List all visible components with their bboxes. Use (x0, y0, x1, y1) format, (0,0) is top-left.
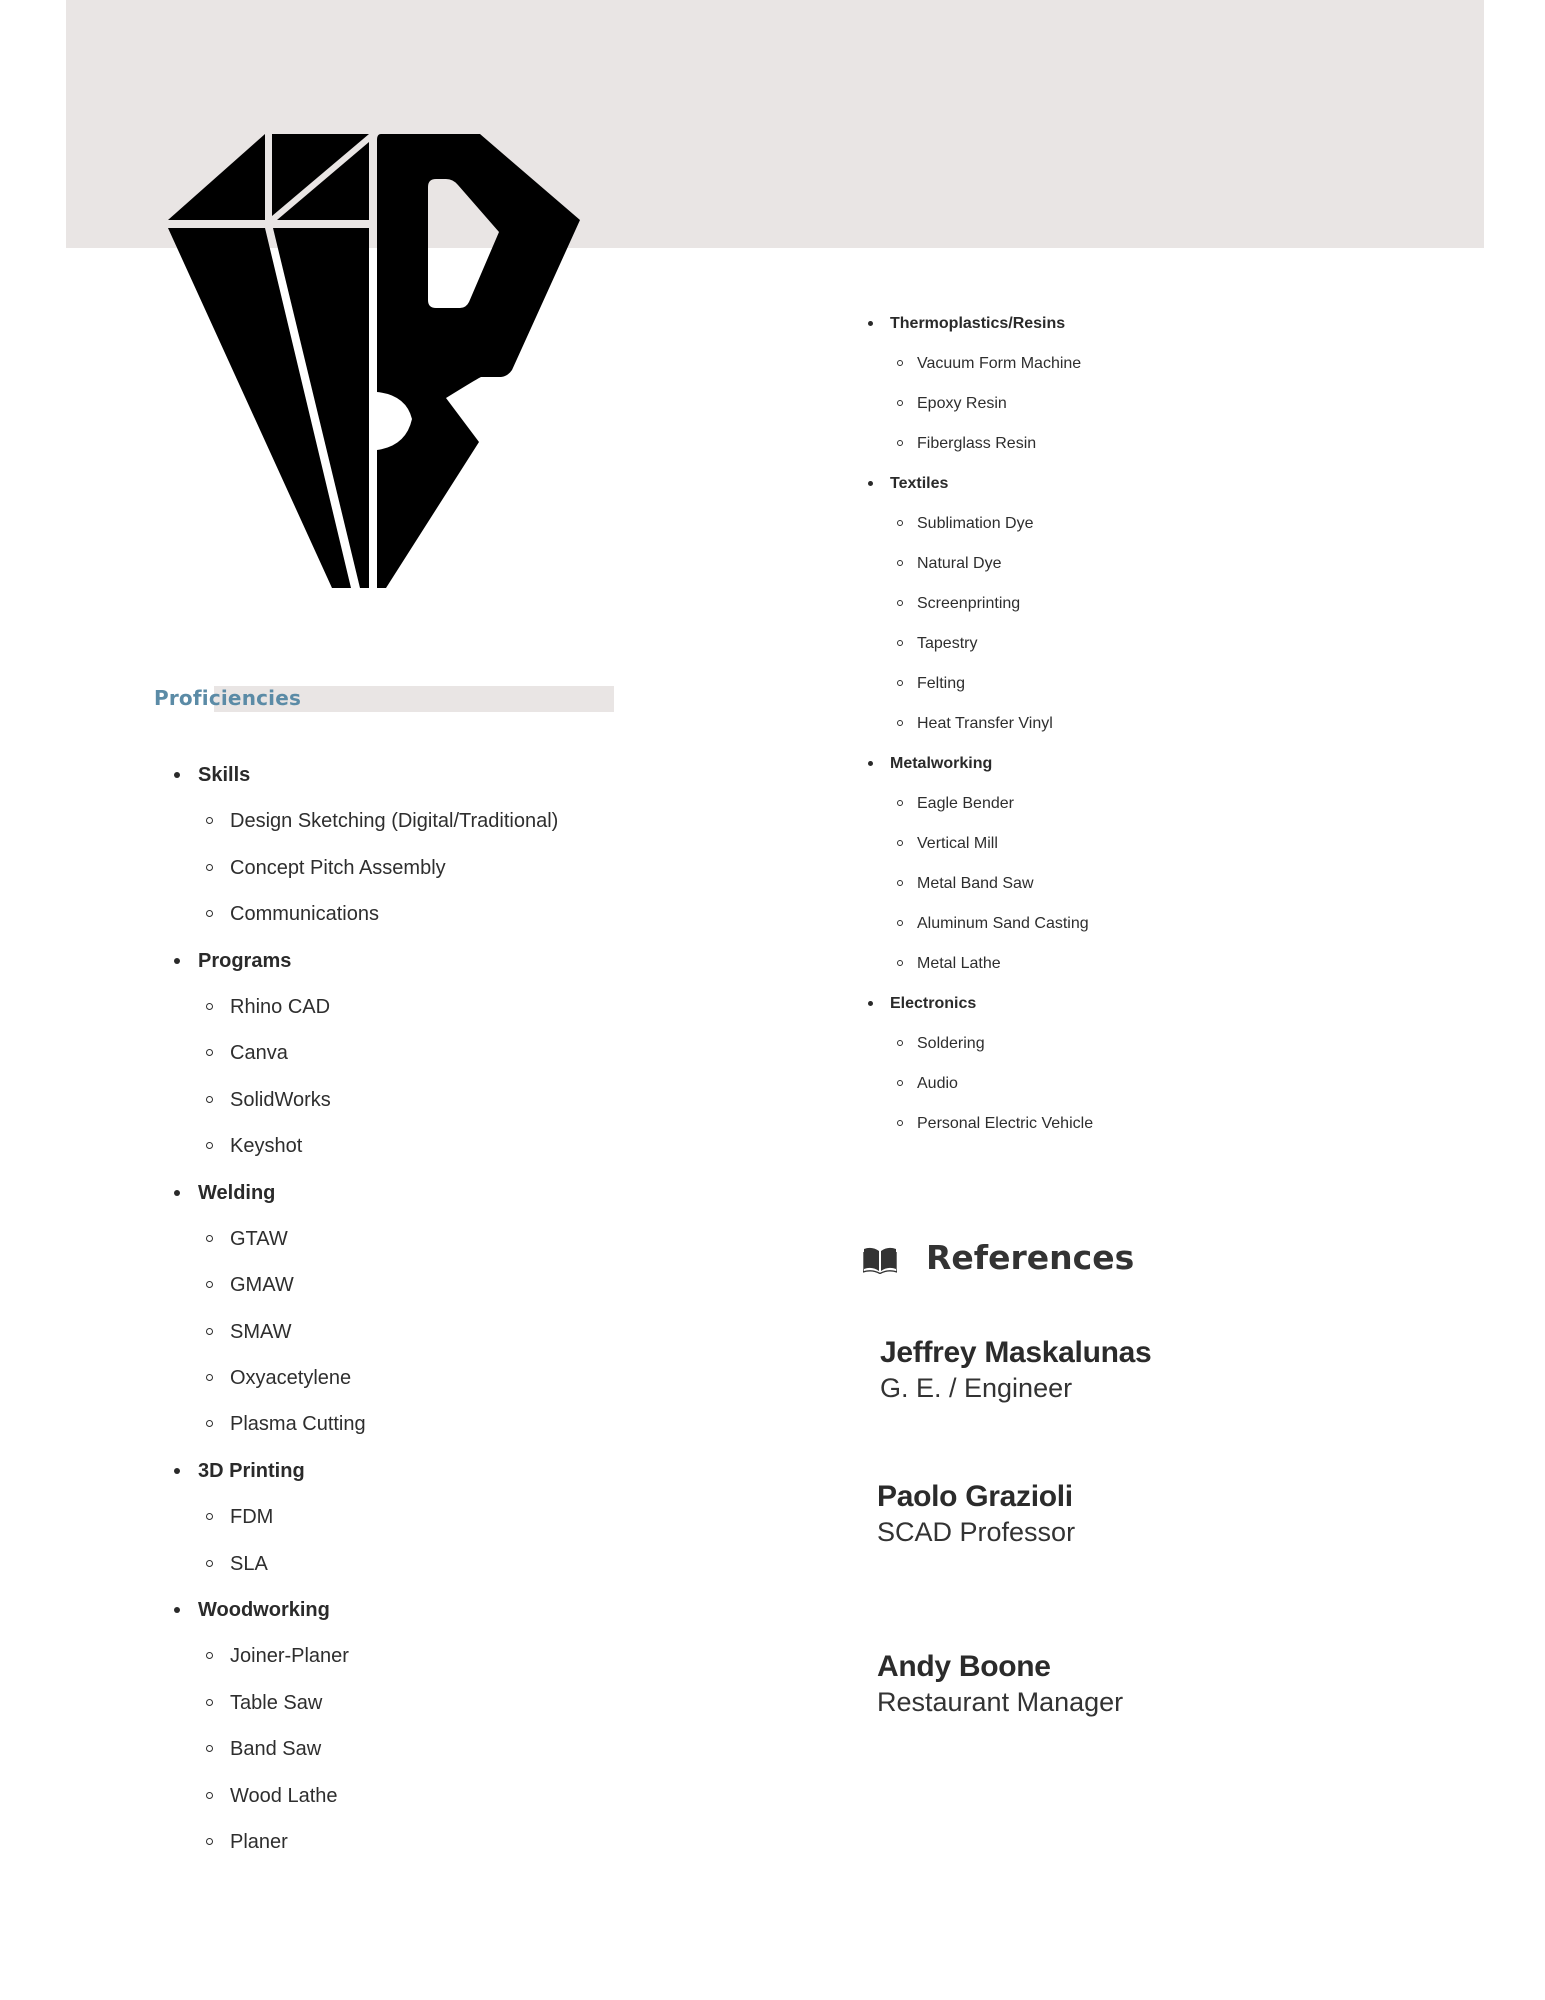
reference-entry (877, 1480, 1075, 1548)
list-item: SMAW (172, 1309, 558, 1355)
category-label: Thermoplastics/Resins (866, 304, 1093, 344)
list-item: Keyshot (172, 1123, 558, 1169)
list-item: Design Sketching (Digital/Traditional) (172, 798, 558, 844)
list-item: Planer (172, 1819, 558, 1865)
reference-name: Jeffrey Maskalunas (880, 1336, 1152, 1369)
list-item: Metal Lathe (866, 944, 1093, 984)
category-programs (172, 938, 558, 1170)
list-item: Eagle Bender (866, 784, 1093, 824)
reference-role: G. E. / Engineer (880, 1372, 1073, 1403)
list-item: Vertical Mill (866, 824, 1093, 864)
list-item: Sublimation Dye (866, 504, 1093, 544)
list-item: Soldering (866, 1024, 1093, 1064)
list-item: Joiner-Planer (172, 1633, 558, 1679)
list-item: Audio (866, 1064, 1093, 1104)
category-thermoplastics-resins (866, 304, 1093, 464)
list-item: Personal Electric Vehicle (866, 1104, 1093, 1144)
category-label: Metalworking (866, 744, 1093, 784)
category-woodworking (172, 1587, 558, 1865)
list-item: Screenprinting (866, 584, 1093, 624)
list-item: Band Saw (172, 1726, 558, 1772)
list-item: Heat Transfer Vinyl (866, 704, 1093, 744)
open-book-icon (863, 1244, 897, 1274)
list-item: SLA (172, 1541, 558, 1587)
list-item: Rhino CAD (172, 984, 558, 1030)
list-item: Communications (172, 891, 558, 937)
proficiencies-heading: Proficiencies (154, 686, 302, 710)
category-label: Textiles (866, 464, 1093, 504)
list-item: Canva (172, 1030, 558, 1076)
list-item: Felting (866, 664, 1093, 704)
category-metalworking (866, 744, 1093, 984)
proficiencies-section-header (154, 684, 614, 712)
list-item: Table Saw (172, 1680, 558, 1726)
category-label: Welding (172, 1170, 558, 1216)
category-label: 3D Printing (172, 1448, 558, 1494)
list-item: Tapestry (866, 624, 1093, 664)
category-label: Woodworking (172, 1587, 558, 1633)
list-item: FDM (172, 1494, 558, 1540)
category-textiles (866, 464, 1093, 744)
category-label: Skills (172, 752, 558, 798)
list-item: SolidWorks (172, 1077, 558, 1123)
reference-name: Paolo Grazioli (877, 1480, 1073, 1513)
proficiencies-left-list (172, 752, 558, 1865)
references-heading: References (926, 1238, 1135, 1277)
list-item: Plasma Cutting (172, 1401, 558, 1447)
list-item: Natural Dye (866, 544, 1093, 584)
list-item: Fiberglass Resin (866, 424, 1093, 464)
reference-role: SCAD Professor (877, 1516, 1076, 1547)
proficiencies-right-list (866, 304, 1093, 1144)
category-label: Programs (172, 938, 558, 984)
list-item: Aluminum Sand Casting (866, 904, 1093, 944)
category-skills (172, 752, 558, 938)
list-item: Oxyacetylene (172, 1355, 558, 1401)
list-item: Epoxy Resin (866, 384, 1093, 424)
list-item: Concept Pitch Assembly (172, 845, 558, 891)
reference-entry (877, 1650, 1123, 1718)
list-item: Vacuum Form Machine (866, 344, 1093, 384)
list-item: GTAW (172, 1216, 558, 1262)
reference-role: Restaurant Manager (877, 1686, 1124, 1717)
diamond-pen-logo (168, 130, 580, 588)
category-3d-printing (172, 1448, 558, 1587)
list-item: Wood Lathe (172, 1773, 558, 1819)
category-electronics (866, 984, 1093, 1144)
list-item: GMAW (172, 1262, 558, 1308)
reference-name: Andy Boone (877, 1650, 1051, 1683)
category-welding (172, 1170, 558, 1448)
reference-entry (880, 1336, 1151, 1404)
category-label: Electronics (866, 984, 1093, 1024)
list-item: Metal Band Saw (866, 864, 1093, 904)
